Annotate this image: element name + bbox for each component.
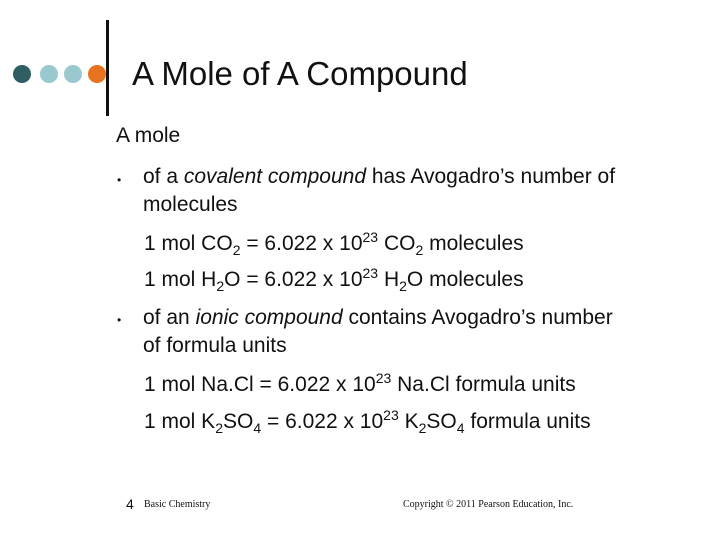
bullet-icon: • — [117, 313, 122, 327]
equation-nacl: 1 mol Na.Cl = 6.022 x $10^{23}$ Na.Cl formula units — [144, 370, 576, 396]
equation-k2so4: 1 mol $K_2SO_4 = 6.022$ x $10^{23}$ $K_2SO_4$ formula units — [144, 407, 591, 437]
footer-copyright: Copyright © 2011 Pearson Education, Inc. — [403, 499, 574, 510]
subheading: A mole — [116, 124, 181, 147]
light-dot-icon-1 — [40, 65, 58, 83]
orange-dot-icon — [88, 65, 106, 83]
bullet-ionic: of an ionic compound contains Avogadro’s number of formula units — [143, 306, 613, 357]
equation-co2: 1 mol $CO_2 = 6.022$ x $10^{23}$ $CO_2$ molecules — [144, 229, 524, 259]
title-divider — [106, 20, 109, 116]
page-title: A Mole of A Compound — [132, 55, 468, 92]
bullet-icon: • — [117, 173, 122, 187]
light-dot-icon-2 — [64, 65, 82, 83]
subheading-term: mole — [134, 124, 181, 147]
equation-h2o: 1 mol $H_2O = 6.022$ x $10^{23}$ $H_2O$ molecules — [144, 265, 524, 295]
page-number: 4 — [126, 496, 134, 512]
footer-course-title: Basic Chemistry — [144, 499, 211, 510]
decorative-dots — [13, 65, 103, 85]
bullet-covalent: of a covalent compound has Avogadro’s number of molecules — [143, 165, 616, 216]
dark-dot-icon — [13, 65, 31, 83]
